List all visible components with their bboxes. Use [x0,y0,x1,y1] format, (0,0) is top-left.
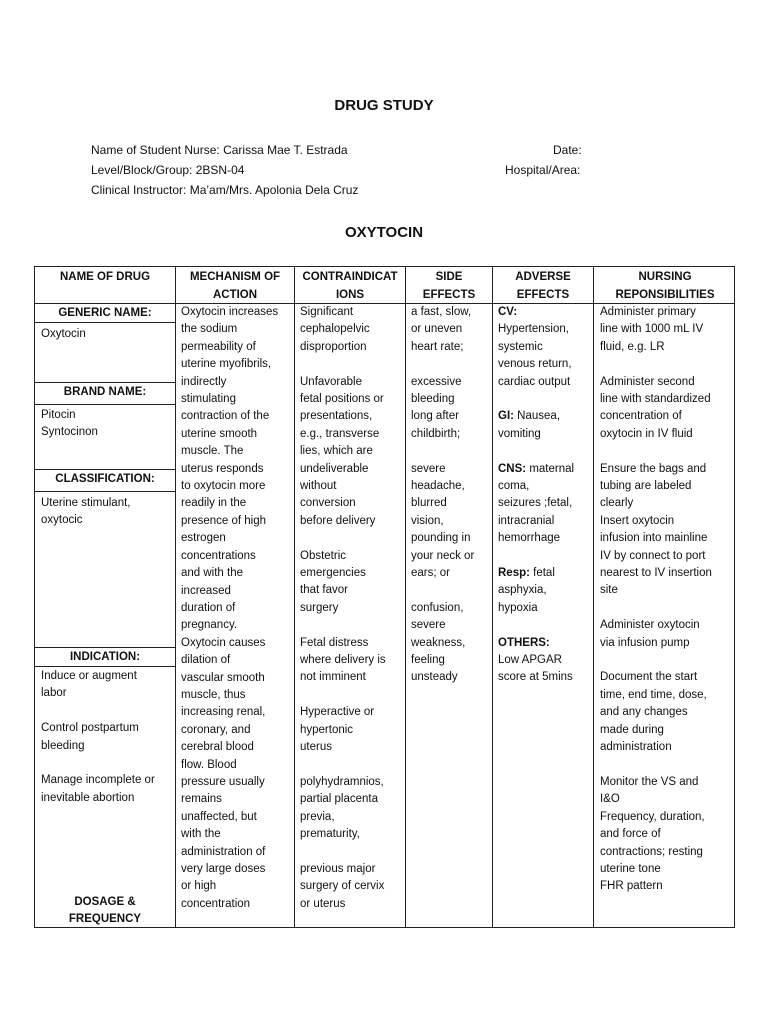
blank-line [498,548,592,565]
mechanism-line: administration of [181,845,266,858]
header-nursing-line2: REPONSIBILITIES [615,288,715,301]
header-contra-line2: IONS [335,288,365,301]
contraindication-line: conversion [300,497,356,510]
nursing-responsibilities-text [600,304,735,896]
contraindication-line: lies, which are [300,445,373,458]
dosage-label-line1: DOSAGE & [74,896,136,908]
indication-line: Manage incomplete or [41,774,155,787]
others-label: OTHERS: [498,636,550,649]
resp-effects-heading [498,565,592,582]
adverse-effect-line: asphyxia, [498,584,547,597]
nursing-line: IV by connect to port [600,549,706,562]
side-effect-line: your neck or [411,549,475,562]
nursing-line: made during [600,723,664,736]
blank-line [498,443,592,460]
contraindication-line: disproportion [300,340,367,353]
mechanism-line: indirectly [181,375,227,388]
drug-study-table [34,266,735,928]
indication-line: bleeding [41,739,85,752]
side-effect-line: or uneven [411,323,463,336]
cns-effects-heading [498,461,592,478]
mechanism-line: dilation of [181,654,231,667]
adverse-effect-line: hypoxia [498,601,538,614]
mechanism-line: unaffected, but [181,810,257,823]
blank-line [300,617,404,634]
blank-line [300,356,404,373]
nursing-line: and force of [600,828,661,841]
adverse-effect-line: intracranial [498,514,555,527]
side-effect-line: feeling [411,654,445,667]
adverse-effect-line: Nausea, [513,410,561,423]
side-effect-line: severe [411,462,446,475]
mechanism-line: stimulating [181,393,236,406]
adverse-effect-line: maternal [526,462,575,475]
nursing-line: nearest to IV insertion [600,567,712,580]
contraindication-line: surgery [300,601,339,614]
mechanism-line: muscle. The [181,445,244,458]
header-adverse-effects [493,269,593,304]
side-effect-line: pounding in [411,532,471,545]
side-effect-line: ears; or [411,567,450,580]
adverse-effects-text [498,304,592,687]
contraindication-line: Significant [300,306,354,318]
blank-line [498,391,592,408]
nursing-line: oxytocin in IV fluid [600,427,693,440]
contraindication-line: not imminent [300,671,366,684]
resp-label: Resp: [498,567,530,580]
cns-label: CNS: [498,462,527,475]
side-effect-line: childbirth; [411,427,461,440]
nursing-line: Monitor the VS and [600,775,699,788]
mechanism-of-action-text [181,304,293,913]
mechanism-line: uterine myofibrils, [181,358,272,371]
nursing-line: Insert oxytocin [600,514,675,527]
nursing-line: time, end time, dose, [600,688,707,701]
mechanism-line: with the [181,828,221,841]
adverse-effect-line: coma, [498,480,530,493]
header-side-effects [406,269,492,304]
contraindication-line: Fetal distress [300,636,369,649]
blank-line [300,530,404,547]
side-effect-line: a fast, slow, [411,306,472,318]
header-contraindications [295,269,405,304]
blank-line [411,582,491,599]
header-nursing-line1: NURSING [638,271,692,283]
blank-line [600,600,735,617]
nursing-line: Document the start [600,671,698,684]
contraindication-line: previa, [300,810,335,823]
mechanism-line: duration of [181,601,236,614]
brand-names [41,407,175,442]
document-title: DRUG STUDY [334,97,434,114]
mechanism-line: permeability of [181,340,256,353]
blank-line [600,356,735,373]
blank-line [300,687,404,704]
indication-line: Induce or augment [41,670,137,682]
mechanism-line: concentration [181,897,251,910]
adverse-effect-line: Hypertension, [498,323,569,336]
classification-line: Uterine stimulant, [41,497,131,509]
nursing-line: FHR pattern [600,880,663,893]
nursing-line: via infusion pump [600,636,690,649]
nursing-line: infusion into mainline [600,532,708,545]
column-divider [492,267,493,927]
indication-line: Control postpartum [41,722,139,735]
gi-effects-heading [498,408,592,425]
indication-line: labor [41,687,67,700]
adverse-effect-line: venous return, [498,358,572,371]
column-divider [405,267,406,927]
contraindication-line: cephalopelvic [300,323,370,336]
nursing-line: clearly [600,497,634,510]
section-divider [35,322,175,323]
adverse-effect-line: fetal [529,567,555,580]
blank-line [411,443,491,460]
contraindication-line: surgery of cervix [300,880,385,893]
indication-label: INDICATION: [69,651,141,663]
section-divider [35,469,175,470]
mechanism-line: very large doses [181,863,266,875]
header-side-line2: EFFECTS [422,288,476,301]
adverse-effect-line: Low APGAR [498,654,562,667]
mechanism-line: readily in the [181,497,247,510]
contraindication-line: where delivery is [300,654,386,667]
adverse-effect-line: cardiac output [498,375,571,388]
mechanism-line: uterus responds [181,462,264,475]
contraindications-text [300,304,404,913]
nursing-line: Administer oxytocin [600,619,700,632]
others-effects-heading [498,635,592,652]
nursing-line: Ensure the bags and [600,462,707,475]
column-divider [593,267,594,927]
brand-name-label: BRAND NAME: [63,386,147,398]
nursing-line: tubing are labeled [600,480,692,493]
column-divider [294,267,295,927]
mechanism-line: pressure usually [181,775,265,788]
side-effect-line: headache, [411,480,465,493]
gi-label: GI: [498,410,514,423]
date-hospital-info [505,140,582,180]
nursing-line: Administer second [600,375,695,388]
mechanism-line: presence of high [181,514,267,527]
contraindication-line: undeliverable [300,462,369,475]
mechanism-line: muscle, thus [181,688,246,701]
nursing-line: Administer primary [600,306,696,318]
contraindication-line: prematurity, [300,828,360,841]
header-name-of-drug [35,269,175,287]
student-info [91,140,358,200]
section-divider [35,491,175,492]
mechanism-line: pregnancy. [181,619,238,632]
blank-line [600,757,735,774]
mechanism-line: and with the [181,567,244,580]
contraindication-line: e.g., transverse [300,427,380,440]
dosage-label-line2: FREQUENCY [68,913,142,925]
nursing-line: site [600,584,618,597]
brand-name-item: Syntocinon [41,426,98,439]
mechanism-line: estrogen [181,532,226,545]
mechanism-line: concentrations [181,549,256,562]
contraindication-line: fetal positions or [300,393,384,406]
mechanism-line: coronary, and [181,723,251,736]
header-mechanism [176,269,294,304]
contraindication-line: hypertonic [300,723,354,736]
adverse-effect-line: vomiting [498,427,541,440]
contraindication-line: before delivery [300,514,376,527]
mechanism-line: Oxytocin increases [181,306,279,318]
contraindication-line: Obstetric [300,549,347,562]
side-effect-line: bleeding [411,393,455,406]
header-side-line1: SIDE [435,271,463,283]
nursing-line: concentration of [600,410,682,423]
blank-line [300,844,404,861]
blank-line [600,652,735,669]
mechanism-line: uterine smooth [181,427,258,440]
mechanism-line: to oxytocin more [181,480,266,493]
section-divider [35,382,175,383]
nursing-line: uterine tone [600,862,661,875]
nursing-line: administration [600,741,672,754]
generic-name-label: GENERIC NAME: [58,307,152,319]
mechanism-line: Oxytocin causes [181,636,266,649]
nursing-line: line with standardized [600,393,711,406]
mechanism-line: cerebral blood [181,741,254,754]
side-effect-line: excessive [411,375,462,388]
classification-label: CLASSIFICATION: [55,473,155,485]
indication-line: inevitable abortion [41,791,135,804]
mechanism-line: or high [181,880,217,893]
dosage-frequency-label [35,894,175,928]
nursing-line: fluid, e.g. LR [600,340,665,353]
hospital-label: Hospital/Area: [505,163,581,177]
classification-line: oxytocic [41,514,83,527]
contraindication-line: uterus [300,741,332,754]
brand-name-item: Pitocin [41,409,76,421]
contraindication-line: partial placenta [300,793,378,806]
date-label: Date: [553,143,582,157]
contraindication-line: emergencies [300,567,366,580]
side-effect-line: long after [411,410,459,423]
nursing-line: I&O [600,793,620,806]
side-effect-line: weakness, [411,636,466,649]
mechanism-line: remains [181,793,222,806]
column-divider [175,267,176,927]
contraindication-line: without [300,480,337,493]
section-divider [35,647,175,648]
side-effect-line: confusion, [411,601,464,614]
nursing-line: Frequency, duration, [600,810,705,823]
blank-line [498,617,592,634]
adverse-effect-line: seizures ;fetal, [498,497,573,510]
section-divider [35,404,175,405]
drug-title: OXYTOCIN [344,224,424,241]
clinical-instructor: Clinical Instructor: Ma’am/Mrs. Apolonia Dela Cruz [91,183,359,197]
classification-value [41,495,175,530]
mechanism-line: the sodium [181,323,238,336]
adverse-effect-line: hemorrhage [498,532,561,545]
mechanism-line: contraction of the [181,410,270,423]
mechanism-line: increased [181,584,231,597]
blank-line [411,356,491,373]
mechanism-line: increasing renal, [181,706,266,719]
contraindication-line: previous major [300,862,376,875]
level-block-group: Level/Block/Group: 2BSN-04 [91,163,245,177]
indication-list [41,668,175,807]
nursing-line: line with 1000 mL IV [600,323,704,336]
header-adverse-line2: EFFECTS [516,288,570,301]
section-divider [35,666,175,667]
header-contra-line1: CONTRAINDICAT [302,271,398,283]
nursing-line: and any changes [600,706,688,719]
contraindication-line: or uterus [300,897,346,910]
cv-effects-heading [498,304,592,321]
student-nurse-name: Name of Student Nurse: Carissa Mae T. Estrada [91,143,348,157]
side-effect-line: unsteady [411,671,458,684]
contraindication-line: Unfavorable [300,375,363,388]
nursing-line: contractions; resting [600,845,703,858]
side-effect-line: heart rate; [411,340,464,353]
header-mechanism-line1: MECHANISM OF [189,271,281,283]
header-name-of-drug-text: NAME OF DRUG [59,271,151,283]
contraindication-line: polyhydramnios, [300,775,384,788]
blank-line [300,757,404,774]
header-mechanism-line2: ACTION [212,288,258,301]
header-adverse-line1: ADVERSE [515,271,571,283]
adverse-effect-line: score at 5mins [498,671,573,684]
blank-line [600,443,735,460]
side-effect-line: severe [411,619,446,632]
side-effects-text [411,304,491,687]
mechanism-line: flow. Blood [181,758,237,771]
adverse-effect-line: systemic [498,340,543,353]
contraindication-line: Hyperactive or [300,706,375,719]
contraindication-line: presentations, [300,410,373,423]
mechanism-line: vascular smooth [181,671,265,684]
side-effect-line: vision, [411,514,444,527]
contraindication-line: that favor [300,584,348,597]
header-nursing [594,269,736,304]
cv-label: CV: [498,306,518,318]
generic-name-value: Oxytocin [41,328,86,340]
side-effect-line: blurred [411,497,447,510]
